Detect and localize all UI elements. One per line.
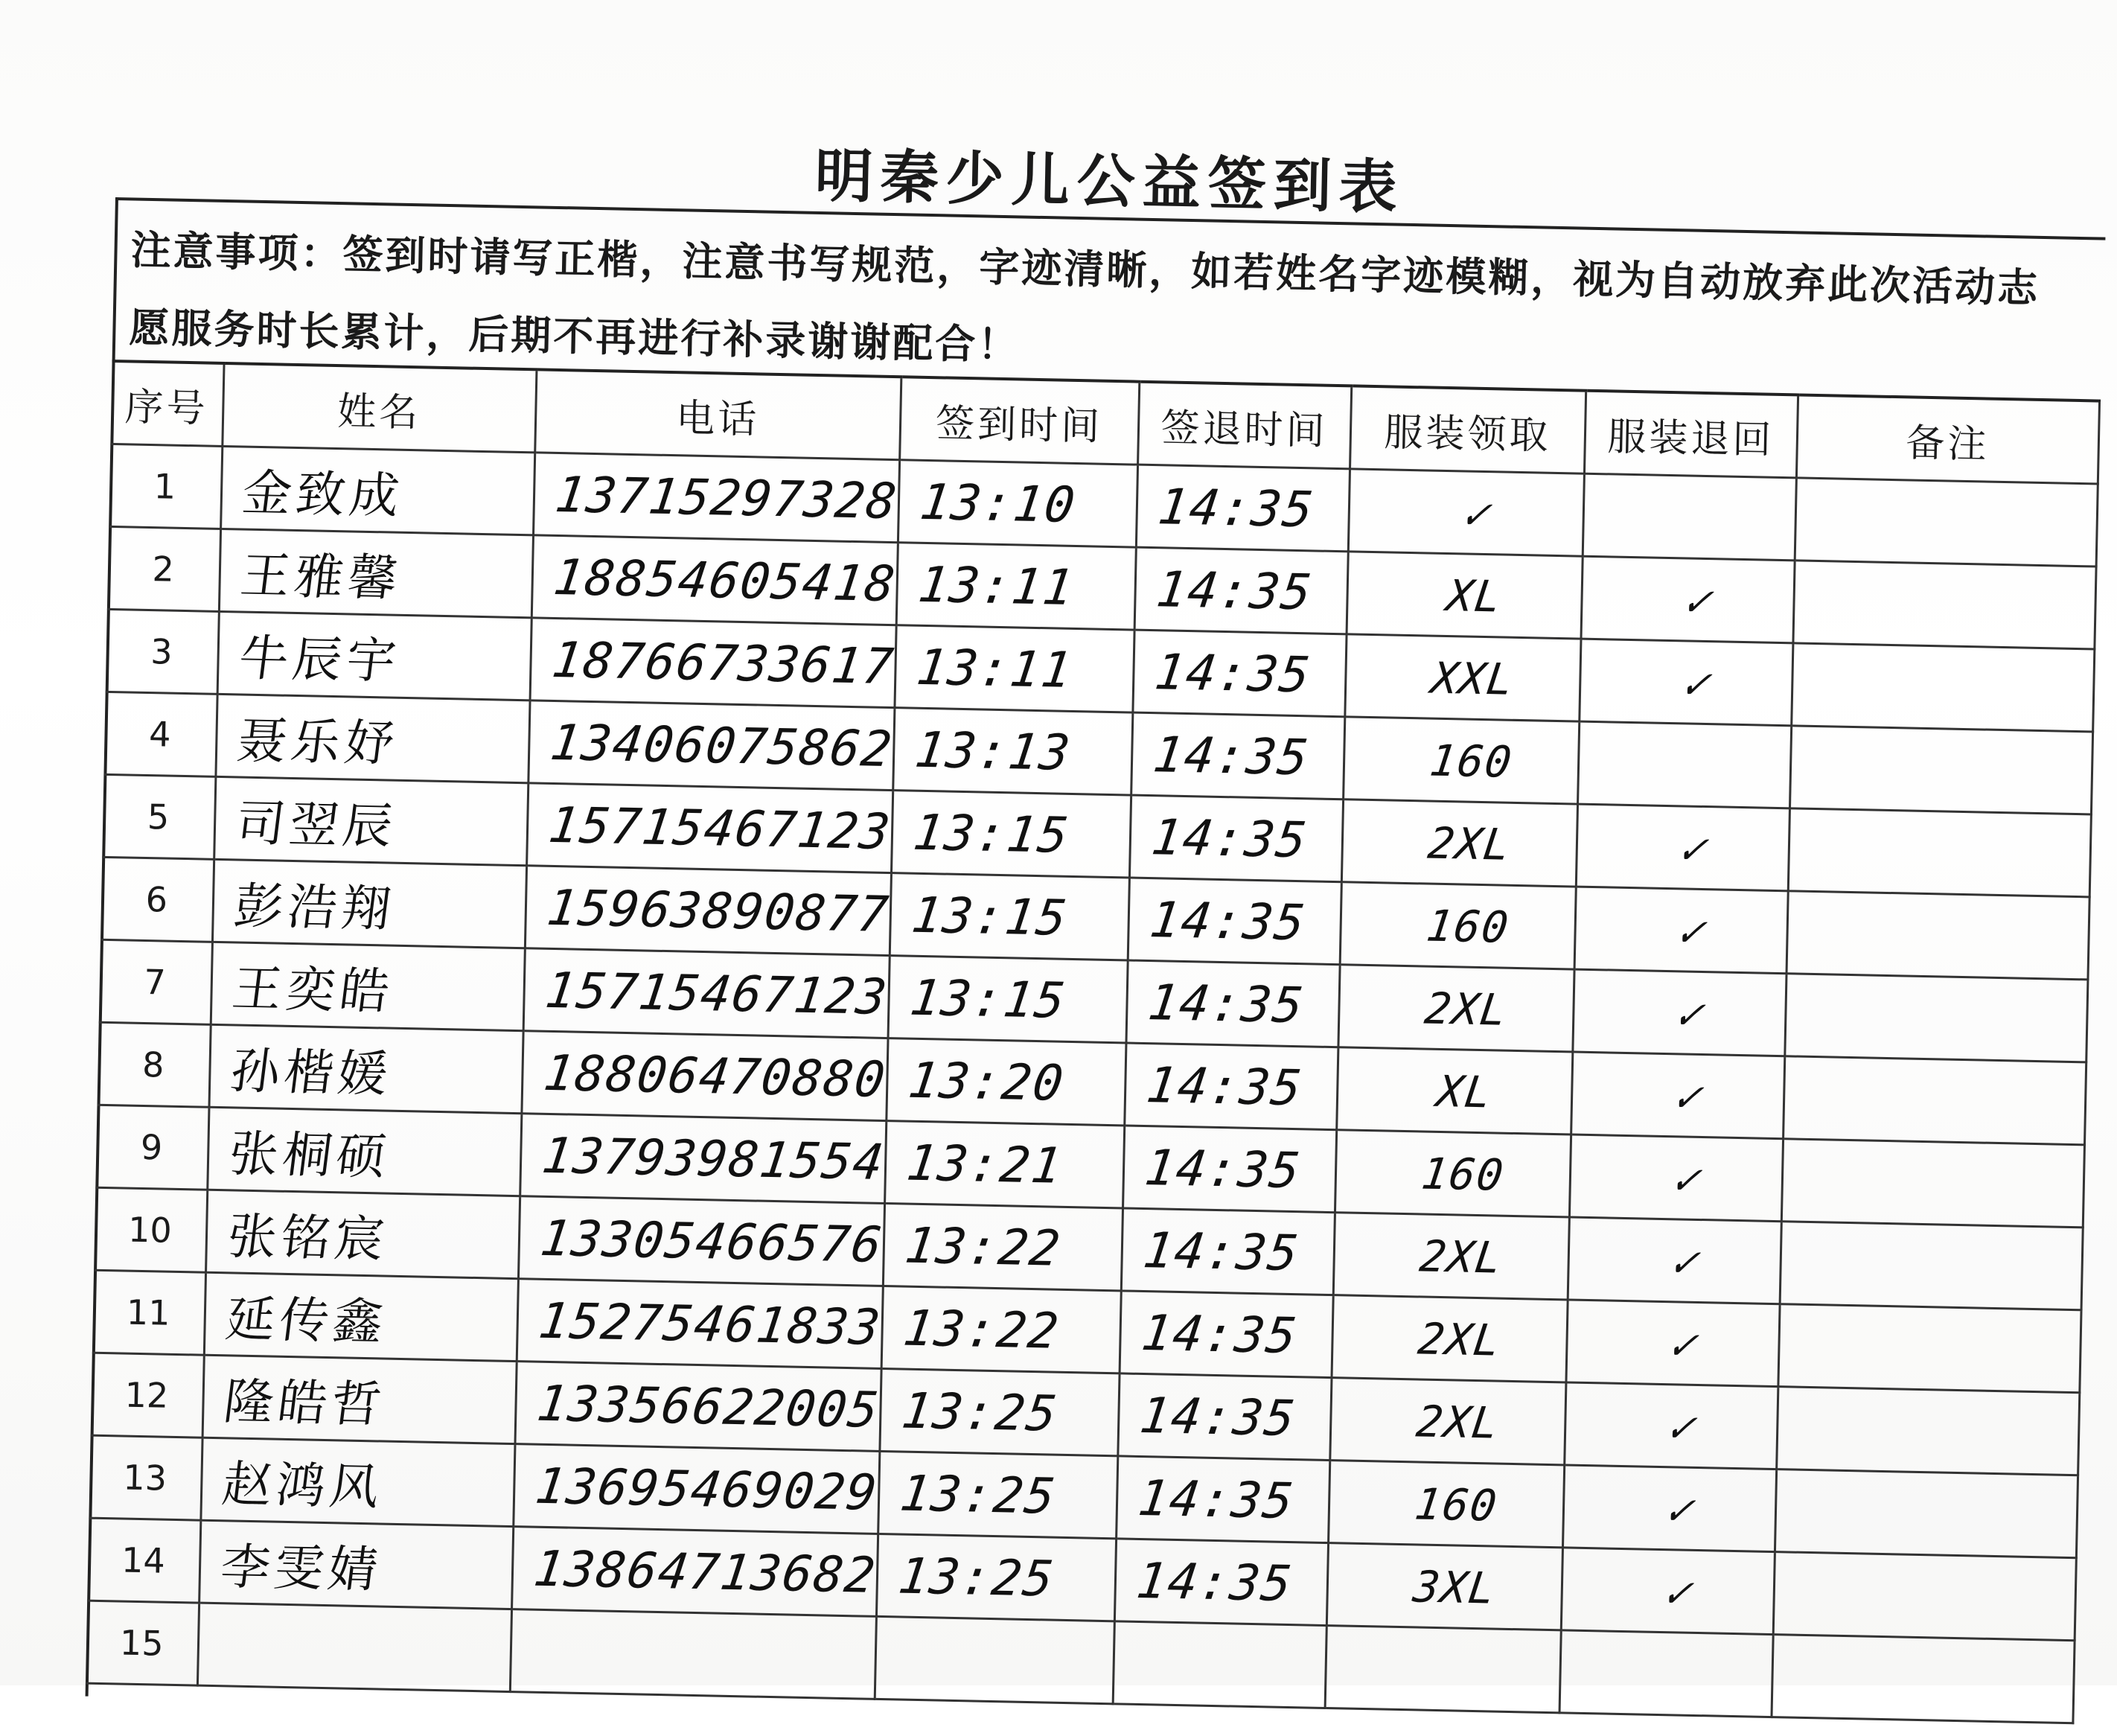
header-name: 姓名: [222, 363, 536, 453]
row-no: 1: [109, 444, 222, 529]
row-uniform-taken: 160: [1323, 1461, 1568, 1548]
row-uniform-taken: ✓: [1344, 469, 1588, 556]
row-no: 15: [86, 1601, 199, 1685]
row-sign-in-time: 13:25: [875, 1369, 1124, 1456]
row-uniform-taken: 3XL: [1322, 1543, 1567, 1630]
row-sign-out-time: 14:35: [1120, 1043, 1342, 1129]
row-phone: [505, 1609, 881, 1700]
row-uniform-taken: 2XL: [1329, 1213, 1574, 1300]
row-sign-in-time: 13:25: [873, 1452, 1122, 1539]
row-phone: 15275461833: [512, 1279, 887, 1369]
row-no: 13: [89, 1435, 202, 1520]
row-sign-out-time: 14:35: [1110, 1539, 1332, 1625]
header-uniform-taken: 服装领取: [1350, 386, 1586, 473]
row-uniform-taken: 2XL: [1327, 1295, 1572, 1382]
row-no: 4: [103, 692, 217, 776]
row-uniform-taken: 160: [1330, 1130, 1575, 1217]
row-remarks: [1790, 478, 2102, 567]
row-remarks: [1770, 1469, 2082, 1558]
row-phone: 13864713682: [507, 1527, 882, 1617]
row-sign-out-time: 14:35: [1126, 712, 1349, 799]
row-no: 9: [95, 1105, 208, 1190]
row-phone: 15963890877: [520, 866, 895, 956]
row-phone: 13356622005: [511, 1362, 886, 1452]
row-name: 隆皓哲: [198, 1355, 521, 1443]
row-name: 王雅馨: [214, 529, 537, 618]
row-remarks: [1789, 561, 2101, 649]
row-uniform-taken: XXL: [1340, 634, 1585, 721]
row-no: 5: [102, 774, 215, 859]
row-remarks: [1767, 1635, 2079, 1723]
row-sign-in-time: 13:20: [881, 1038, 1130, 1126]
row-remarks: [1786, 643, 2098, 732]
row-name: 张桐硕: [202, 1107, 526, 1196]
row-uniform-returned: ✓: [1556, 1548, 1779, 1634]
row-remarks: [1772, 1387, 2084, 1475]
row-sign-out-time: 14:35: [1114, 1373, 1336, 1460]
header-phone: 电话: [534, 369, 901, 459]
row-sign-in-time: 13:13: [888, 708, 1137, 795]
row-remarks: [1778, 1056, 2090, 1145]
row-no: 8: [98, 1022, 211, 1107]
row-sign-in-time: 13:15: [884, 956, 1132, 1043]
row-uniform-returned: ✓: [1568, 969, 1791, 1056]
row-name: 王奕皓: [206, 942, 529, 1030]
row-uniform-returned: ✓: [1559, 1382, 1782, 1469]
header-remarks: 备注: [1796, 395, 2099, 484]
row-uniform-taken: 2XL: [1325, 1378, 1570, 1465]
row-phone: 15715467123: [519, 948, 894, 1038]
row-remarks: [1777, 1139, 2089, 1228]
header-uniform-returned: 服装退回: [1584, 391, 1798, 478]
row-name: 司翌辰: [209, 776, 532, 865]
row-remarks: [1780, 974, 2092, 1062]
row-sign-out-time: 14:35: [1118, 1126, 1341, 1212]
row-sign-out-time: 14:35: [1111, 1456, 1334, 1542]
row-no: 7: [99, 939, 212, 1024]
sign-in-sheet: [86, 141, 2103, 1726]
row-uniform-taken: XL: [1342, 552, 1587, 639]
row-no: 11: [92, 1270, 205, 1355]
sign-in-table: [86, 360, 2101, 1724]
row-uniform-returned: [1578, 473, 1801, 560]
row-remarks: [1769, 1552, 2081, 1641]
row-sign-in-time: 13:11: [892, 543, 1140, 630]
row-sign-out-time: [1108, 1621, 1331, 1708]
row-sign-out-time: 14:35: [1123, 878, 1346, 964]
row-sign-out-time: 14:35: [1131, 465, 1354, 551]
row-phone: 13406075862: [523, 701, 898, 791]
row-name: 张铭宸: [201, 1190, 524, 1278]
row-sign-out-time: 14:35: [1122, 960, 1344, 1047]
row-uniform-returned: ✓: [1570, 887, 1792, 973]
row-uniform-returned: ✓: [1558, 1465, 1781, 1551]
row-sign-in-time: 13:11: [890, 625, 1139, 712]
row-remarks: [1784, 808, 2095, 897]
row-name: 聂乐妤: [211, 694, 534, 782]
row-uniform-taken: 160: [1338, 717, 1583, 804]
row-sign-out-time: 14:35: [1128, 630, 1351, 716]
row-uniform-taken: XL: [1332, 1047, 1577, 1135]
row-phone: 18766733617: [526, 618, 901, 708]
header-sign-in-time: 签到时间: [899, 377, 1139, 465]
row-phone: 18854605418: [527, 535, 902, 625]
row-no: 12: [91, 1353, 204, 1437]
row-name: 延传鑫: [199, 1272, 523, 1361]
row-uniform-taken: [1321, 1626, 1565, 1713]
row-phone: 18806470880: [517, 1031, 893, 1121]
row-remarks: [1785, 726, 2097, 814]
row-no: 10: [94, 1187, 207, 1272]
row-no: 6: [100, 857, 214, 942]
row-phone: 13793981554: [515, 1114, 890, 1204]
row-name: 牛辰宇: [213, 612, 536, 701]
row-phone: 15715467123: [522, 783, 897, 873]
row-sign-in-time: 13:22: [878, 1204, 1127, 1291]
row-no: 14: [87, 1518, 200, 1603]
row-uniform-returned: ✓: [1577, 556, 1799, 642]
row-no: 3: [106, 609, 219, 694]
notice-text: 注意事项：签到时请写正楷，注意书写规范，字迹清晰，如若姓名字迹模糊，视为自动放弃此次活动志愿服务时长累计，后期不再进行补录谢谢配合！: [128, 226, 2040, 369]
row-name: 赵鸿风: [197, 1437, 520, 1526]
row-uniform-returned: [1555, 1630, 1778, 1717]
row-remarks: [1782, 891, 2094, 980]
row-sign-in-time: 13:15: [885, 873, 1134, 960]
row-no: 2: [107, 526, 220, 611]
row-sign-in-time: 13:10: [893, 460, 1142, 547]
row-uniform-returned: [1573, 721, 1795, 808]
row-name: 彭浩翔: [208, 859, 531, 948]
row-remarks: [1775, 1222, 2087, 1310]
row-sign-out-time: 14:35: [1115, 1291, 1338, 1377]
row-uniform-returned: ✓: [1571, 804, 1794, 890]
row-sign-in-time: [870, 1617, 1119, 1704]
row-phone: 13305466576: [514, 1196, 889, 1286]
row-uniform-returned: ✓: [1565, 1135, 1787, 1221]
row-uniform-taken: 2XL: [1337, 800, 1582, 887]
row-uniform-taken: 160: [1335, 882, 1580, 969]
row-sign-in-time: 13:21: [880, 1121, 1128, 1208]
row-name: 李雯婧: [194, 1520, 517, 1609]
row-sign-in-time: 13:25: [872, 1534, 1120, 1621]
row-sign-out-time: 14:35: [1130, 547, 1353, 634]
row-name: [193, 1603, 516, 1691]
row-phone: 13695469029: [508, 1444, 884, 1534]
row-uniform-returned: ✓: [1563, 1217, 1786, 1303]
row-uniform-returned: ✓: [1574, 639, 1797, 725]
row-name: 孙楷媛: [205, 1024, 528, 1113]
row-uniform-returned: ✓: [1566, 1052, 1789, 1138]
row-sign-in-time: 13:15: [887, 791, 1135, 878]
row-remarks: [1774, 1304, 2086, 1393]
row-sign-out-time: 14:35: [1125, 795, 1347, 881]
header-no: 序号: [110, 361, 223, 446]
row-sign-out-time: 14:35: [1117, 1208, 1339, 1295]
row-name: 金致成: [216, 447, 539, 535]
sheet-title: 明秦少儿公益签到表: [814, 141, 1405, 222]
row-sign-in-time: 13:22: [877, 1286, 1125, 1373]
row-phone: 13715297328: [529, 453, 904, 543]
row-uniform-taken: 2XL: [1334, 965, 1579, 1052]
header-sign-out-time: 签退时间: [1137, 382, 1351, 469]
row-uniform-returned: ✓: [1562, 1300, 1784, 1386]
